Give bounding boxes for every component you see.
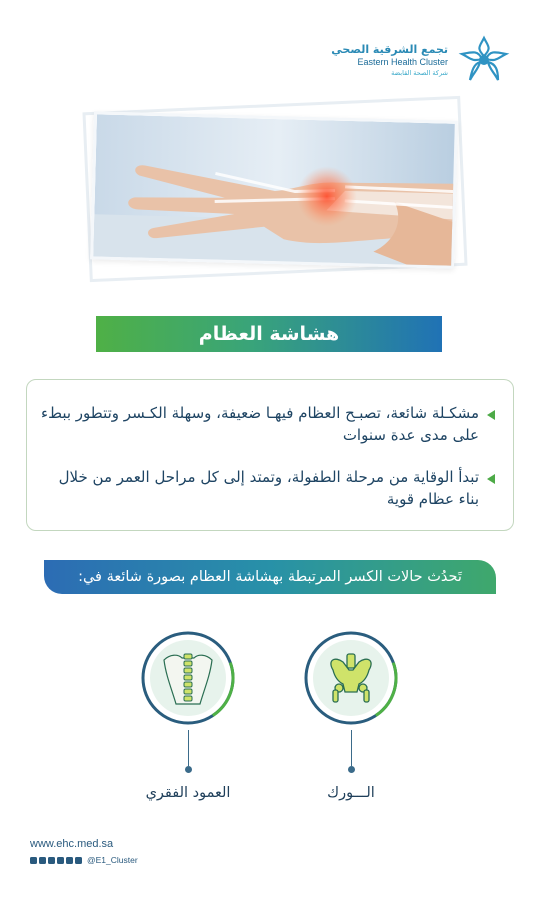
hero-image [86,104,464,274]
spine-icon [140,630,236,726]
banner-text: تَحدُث حالات الكسر المرتبطة بهشاشة العظام بصورة شائعة في: [78,569,462,585]
site-label-hip: الـــورك [327,785,375,801]
instagram-icon[interactable] [57,857,64,864]
brand-name-en: Eastern Health Cluster [357,57,448,68]
bullet-arrow-icon [487,474,495,484]
brand-logo [331,34,510,86]
bullet-text: تبدأ الوقاية من مرحلة الطفولة، وتمتد إلى كل مراحل العمر من خلال بناء عظام قوية [58,468,479,508]
bullet-text: مشكـلة شائعة، تصبـح العظام فيهـا ضعيفة، وسهلة الكـسر وتتطور ببطء على مدى عدة سنوات [41,404,479,444]
twitter-icon[interactable] [39,857,46,864]
fracture-sites-banner [44,560,496,594]
wrist-xray-photo [90,111,458,268]
cluster-star-logo-icon [458,34,510,86]
social-links [30,855,138,865]
page-title: هشاشة العظام [198,323,340,345]
snapchat-icon[interactable] [66,857,73,864]
connector-dot [348,766,355,773]
bullet-arrow-icon [487,410,495,420]
connector-dot [185,766,192,773]
youtube-icon[interactable] [48,857,55,864]
info-card [26,379,514,531]
connector-line [188,730,189,766]
site-spine [128,630,248,801]
pelvis-icon [303,630,399,726]
footer [30,838,138,865]
wrist-pain-illustration [93,114,458,268]
linkedin-icon[interactable] [30,857,37,864]
tiktok-icon[interactable] [75,857,82,864]
connector-line [351,730,352,766]
website-link[interactable]: www.ehc.med.sa [30,838,114,850]
info-bullet [41,466,495,510]
site-label-spine: العمود الفقري [145,785,231,801]
page-title-box [96,316,442,352]
brand-subtitle: شركة الصحة القابضة [391,68,448,77]
brand-name-ar: تجمع الشرقية الصحي [331,42,448,56]
info-bullet [41,402,495,446]
social-handle: @E1_Cluster [87,855,138,865]
site-hip [291,630,411,801]
